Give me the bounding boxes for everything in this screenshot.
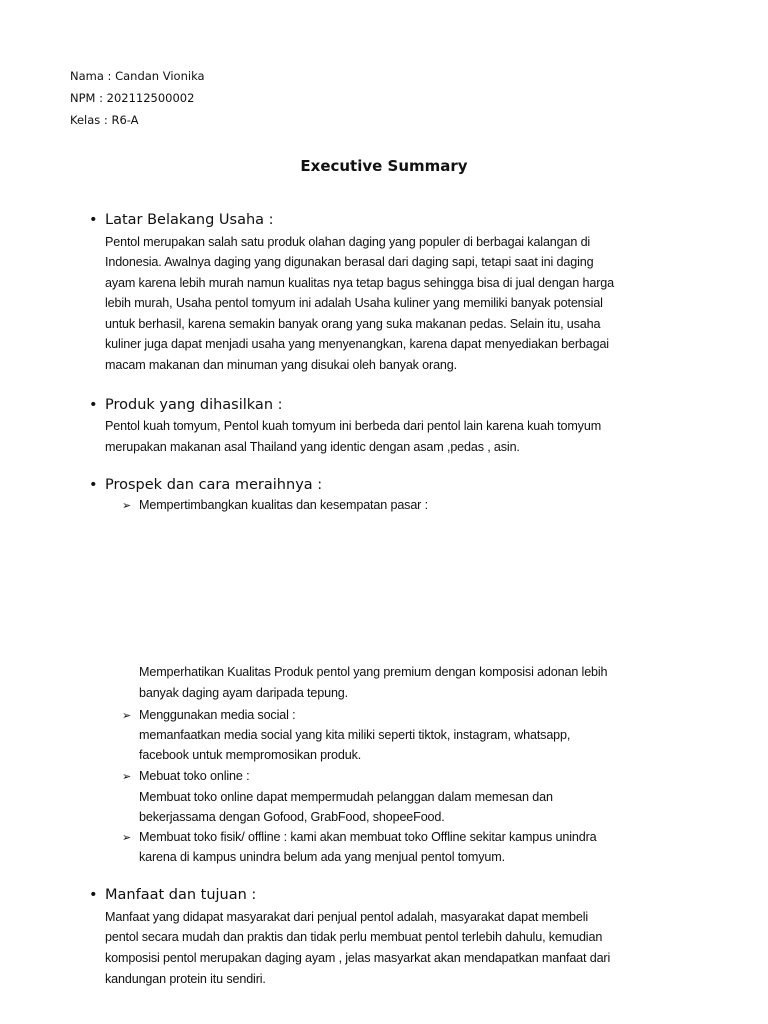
heading-text: Prospek dan cara meraihnya : bbox=[105, 477, 323, 493]
paragraph-line: pentol secara mudah dan praktis dan tidak perlu membuat pentol terlebih dahulu, kemudian bbox=[105, 930, 603, 944]
bullet-icon: • bbox=[89, 212, 98, 228]
bullet-icon: • bbox=[89, 887, 98, 903]
item-line: Memperhatikan Kualitas Produk pentol yang premium dengan komposisi adonan lebih bbox=[139, 665, 608, 679]
heading-text: Latar Belakang Usaha : bbox=[105, 212, 274, 228]
paragraph-line: komposisi pentol merupakan daging ayam , jelas masyarkat akan mendapatkan manfaat dari bbox=[105, 951, 611, 965]
document-title: Executive Summary bbox=[300, 157, 468, 175]
heading-text: Produk yang dihasilkan : bbox=[105, 397, 283, 413]
paragraph-line: kandungan protein itu sendiri. bbox=[105, 972, 266, 986]
paragraph-line: untuk berhasil, karena semakin banyak orang yang suka makanan pedas. Selain itu, usaha bbox=[105, 317, 601, 331]
paragraph-line: Indonesia. Awalnya daging yang digunakan berasal dari daging sapi, tetapi saat ini daging bbox=[105, 255, 594, 269]
paragraph-line: kuliner juga dapat menjadi usaha yang menyenangkan, karena dapat menyediakan berbagai bbox=[105, 337, 609, 351]
item-line: banyak daging ayam daripada tepung. bbox=[139, 686, 349, 700]
paragraph-line: Pentol kuah tomyum, Pentol kuah tomyum ini berbeda dari pentol lain karena kuah tomyum bbox=[105, 419, 602, 433]
item-line: memanfaatkan media social yang kita miliki seperti tiktok, instagram, whatsapp, bbox=[139, 728, 571, 742]
section-heading-latar-belakang bbox=[89, 211, 274, 229]
bullet-icon: • bbox=[89, 477, 98, 493]
list-item bbox=[122, 706, 295, 725]
item-title: Mempertimbangkan kualitas dan kesempatan pasar : bbox=[139, 498, 428, 512]
item-title: Membuat toko fisik/ offline : kami akan membuat toko Offline sekitar kampus unindra bbox=[139, 830, 597, 844]
section-heading-prospek bbox=[89, 476, 322, 494]
item-line: facebook untuk mempromosikan produk. bbox=[139, 748, 362, 762]
arrow-bullet-icon: ➢ bbox=[122, 832, 132, 844]
paragraph-line: ayam karena lebih murah namun kualitas nya tetap bagus sehingga bisa di jual dengan harga bbox=[105, 276, 614, 290]
paragraph-line: macam makanan dan minuman yang disukai oleh banyak orang. bbox=[105, 358, 457, 372]
arrow-bullet-icon: ➢ bbox=[122, 710, 132, 722]
item-line: karena di kampus unindra belum ada yang menjual pentol tomyum. bbox=[139, 850, 505, 864]
bullet-icon: • bbox=[89, 397, 98, 413]
paragraph-line: lebih murah, Usaha pentol tomyum ini adalah Usaha kuliner yang memiliki banyak potensial bbox=[105, 296, 603, 310]
item-line: Membuat toko online dapat mempermudah pelanggan dalam memesan dan bbox=[139, 790, 553, 804]
paragraph-line: Manfaat yang didapat masyarakat dari penjual pentol adalah, masyarakat dapat membeli bbox=[105, 910, 589, 924]
item-line: bekerjassama dengan Gofood, GrabFood, shopeeFood. bbox=[139, 810, 445, 824]
list-item bbox=[122, 828, 596, 847]
item-title: Menggunakan media social : bbox=[139, 708, 296, 722]
student-class: Kelas : R6-A bbox=[70, 113, 139, 127]
heading-text: Manfaat dan tujuan : bbox=[105, 887, 257, 903]
arrow-bullet-icon: ➢ bbox=[122, 771, 132, 783]
section-heading-produk bbox=[89, 396, 283, 414]
paragraph-line: merupakan makanan asal Thailand yang identic dengan asam ,pedas , asin. bbox=[105, 440, 520, 454]
list-item bbox=[122, 496, 428, 515]
student-npm: NPM : 202112500002 bbox=[70, 91, 195, 105]
section-heading-manfaat bbox=[89, 886, 256, 904]
arrow-bullet-icon: ➢ bbox=[122, 500, 132, 512]
item-title: Mebuat toko online : bbox=[139, 769, 250, 783]
student-name: Nama : Candan Vionika bbox=[70, 69, 205, 83]
paragraph-line: Pentol merupakan salah satu produk olahan daging yang populer di berbagai kalangan di bbox=[105, 235, 591, 249]
list-item bbox=[122, 767, 249, 786]
